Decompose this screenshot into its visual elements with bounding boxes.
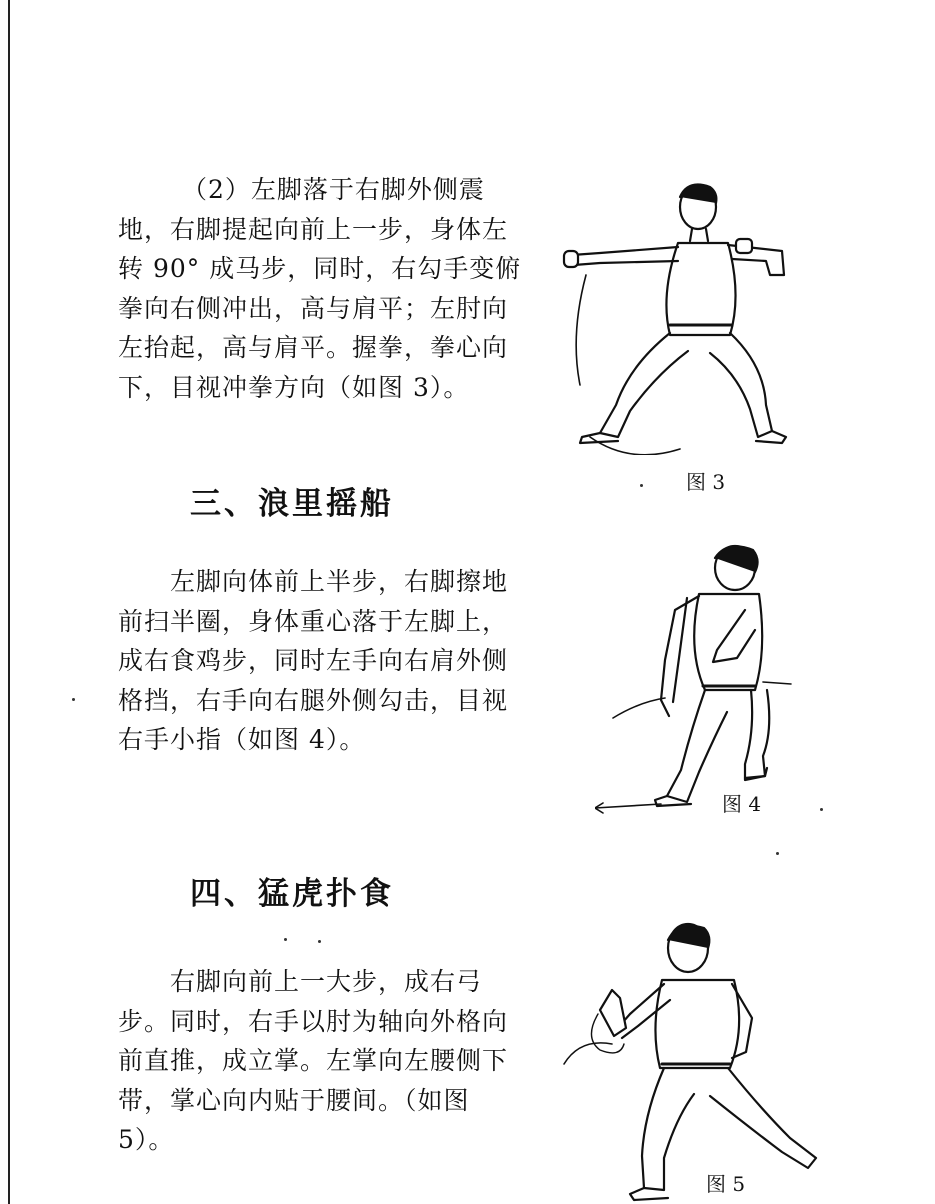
text-line: 左脚向体前上半步，右脚擦地 (118, 567, 509, 596)
text-line: 前扫半圈，身体重心落于左脚上， (118, 606, 509, 636)
text-line: 步。同时，右手以肘为轴向外格向 (118, 1006, 509, 1036)
section-4-heading: 四、猛虎扑食 (190, 876, 394, 912)
scan-speck (72, 698, 75, 701)
scan-speck (776, 852, 779, 855)
text-line: 地，右脚提起向前上一步，身体左 (118, 214, 509, 244)
figure-4-caption: 图 4 (722, 792, 762, 816)
text-line: 右脚向前上一大步，成右弓 (118, 967, 483, 996)
scan-speck (284, 938, 287, 941)
section-3-paragraph (118, 562, 558, 760)
text-line: 左抬起，高与肩平。握拳，拳心向 (118, 333, 509, 362)
step-2-paragraph (118, 170, 540, 407)
figure-5-illustration (560, 918, 830, 1204)
text-line: 转 90° 成马步，同时，右勾手变俯 (118, 254, 522, 283)
figure-5-caption: 图 5 (706, 1172, 746, 1196)
section-3-heading: 三、浪里摇船 (190, 486, 394, 522)
scan-speck (640, 484, 643, 487)
figure-3-caption: 图 3 (686, 470, 726, 494)
page-left-border (8, 0, 10, 1204)
scan-speck (318, 940, 321, 943)
text-line: 5）。 (118, 1125, 175, 1154)
scan-speck (820, 808, 823, 811)
text-line: 下，目视冲拳方向（如图 3）。 (118, 372, 470, 402)
text-line: （2）左脚落于右脚外侧震 (182, 175, 485, 204)
text-line: 格挡，右手向右腿外侧勾击，目视 (118, 685, 509, 715)
text-line: 前直推，成立掌。左掌向左腰侧下 (118, 1046, 509, 1075)
text-line: 成右食鸡步，同时左手向右肩外侧 (118, 646, 509, 675)
figure-3-illustration (560, 175, 800, 455)
figure-4-illustration (595, 540, 795, 820)
text-line: 带，掌心向内贴于腰间。（如图 (118, 1085, 470, 1115)
section-4-paragraph (118, 962, 558, 1160)
text-line: 拳向右侧冲出，高与肩平；左肘向 (118, 293, 509, 323)
text-line: 右手小指（如图 4）。 (118, 725, 366, 754)
